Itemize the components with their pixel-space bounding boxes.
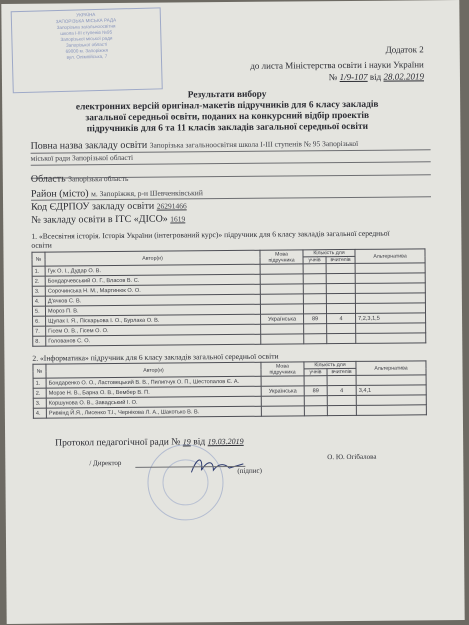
row-number: 1. bbox=[32, 266, 45, 276]
author-cell: Морзе Н. В., Барна О. В., Вембер В. П. bbox=[46, 386, 261, 398]
protocol-date: 19.03.2019 bbox=[207, 436, 244, 447]
section-1-title: 1. «Всесвітня історія. Історія України (інтегрований курс)» підручник для 6 класу закладів загальної середньої освіти bbox=[31, 228, 390, 250]
registration-stamp bbox=[11, 7, 163, 93]
row-number: 2. bbox=[33, 388, 46, 398]
teachers-count-cell bbox=[326, 263, 355, 273]
author-cell: Голованов С. О. bbox=[46, 334, 261, 346]
protocol-number: 19 bbox=[182, 437, 191, 447]
district-field: Район (місто) м. Запоріжжя, р-н Шевченківський bbox=[30, 188, 203, 200]
edrpou-field: Код ЄДРПОУ закладу освіти 26291466 bbox=[31, 200, 187, 213]
alternative-cell: 7,2,3,1,5 bbox=[356, 313, 426, 324]
students-count-cell bbox=[304, 324, 327, 334]
table-row bbox=[33, 405, 426, 418]
school-name-value-cont: міської ради Запорізької області bbox=[30, 152, 134, 163]
language-cell: Українська bbox=[261, 314, 304, 324]
row-number: 1. bbox=[33, 378, 46, 388]
language-cell bbox=[261, 406, 304, 416]
students-count-cell bbox=[304, 334, 327, 344]
region-field: Область Запорізька область bbox=[30, 173, 129, 185]
letter-reference-line: до листа Міністерства освіти і науки України bbox=[250, 59, 424, 71]
row-number: 7. bbox=[33, 326, 46, 336]
language-cell: Українська bbox=[261, 386, 304, 396]
students-count-cell bbox=[303, 294, 326, 304]
teachers-count-cell bbox=[327, 333, 356, 343]
protocol-line: Протокол педагогічної ради № 19 від 19.03.2019 bbox=[55, 436, 244, 449]
letter-date: 28.02.2019 bbox=[383, 71, 424, 82]
author-cell: Бондарчевський О. Г., Власов В. С. bbox=[45, 274, 260, 286]
students-count-cell bbox=[304, 396, 327, 406]
row-number: 3. bbox=[33, 398, 46, 408]
stamp-line: 69000 м. Запоріжжя bbox=[65, 47, 108, 54]
author-cell: Сорочинська Н. М., Мартинюк О. О. bbox=[45, 284, 260, 296]
students-count-cell bbox=[303, 284, 326, 294]
author-cell: Мороз П. В. bbox=[45, 304, 260, 316]
teachers-count-cell bbox=[326, 303, 355, 313]
language-cell bbox=[260, 264, 303, 274]
alternative-cell bbox=[356, 405, 426, 416]
row-number: 3. bbox=[32, 286, 45, 296]
alternative-cell bbox=[355, 273, 425, 284]
teachers-count-cell bbox=[327, 375, 356, 385]
director-name: О. Ю. Огібалова bbox=[327, 452, 377, 462]
author-cell: Гісем О. В., Гісем О. О. bbox=[46, 324, 261, 336]
author-cell: Щупак І. Я., Піскарьова І. О., Бурлака О. В. bbox=[46, 314, 261, 326]
section-2-table bbox=[32, 360, 426, 418]
alternative-cell bbox=[356, 333, 426, 344]
teachers-count-cell bbox=[326, 283, 355, 293]
language-cell bbox=[260, 274, 303, 284]
stamp-line: Запорізька загальноосвітня bbox=[56, 23, 116, 31]
school-name-value: Запорізька загальноосвітня школа І-ІІІ ступенів № 95 Запорізької bbox=[149, 138, 359, 150]
teachers-count-cell bbox=[326, 273, 355, 283]
alternative-cell bbox=[356, 375, 426, 386]
alternative-cell bbox=[356, 323, 426, 334]
section-2-title: 2. «Інформатика» підручник для 6 класу закладів загальної середньої освіти bbox=[32, 351, 279, 363]
document-page bbox=[1, 0, 464, 624]
letter-number-line: № 1/9-107 від 28.02.2019 bbox=[328, 71, 424, 83]
row-number: 5. bbox=[32, 306, 45, 316]
teachers-count-cell bbox=[327, 323, 356, 333]
district-value: м. Запоріжжя, р-н Шевченківський bbox=[91, 188, 203, 199]
alternative-cell bbox=[355, 303, 425, 314]
students-count-cell: 89 bbox=[304, 314, 327, 324]
row-number: 6. bbox=[33, 316, 46, 326]
row-number: 4. bbox=[33, 408, 46, 418]
signature-caption: (підпис) bbox=[237, 466, 262, 475]
school-name-field: Повна назва закладу освіти Запорізька загальноосвітня школа І-ІІІ ступенів № 95 Запорізької bbox=[30, 138, 359, 152]
appendix-label: Додаток 2 bbox=[385, 44, 424, 55]
stamp-line: УКРАЇНА bbox=[76, 12, 96, 18]
its-value: 1619 bbox=[170, 214, 186, 224]
row-number: 2. bbox=[32, 276, 45, 286]
teachers-count-cell: 4 bbox=[327, 385, 356, 395]
row-number: 4. bbox=[32, 296, 45, 306]
alternative-cell bbox=[355, 283, 425, 294]
document-title: Результати вибору електронних версій оригінал-макетів підручників для 6 класу закладів загальної середньої освіти, поданих на конкурсний відбір проектів підручників для 6 та 11 класів закладів загальної середньої освіти bbox=[75, 89, 379, 135]
alternative-cell bbox=[355, 263, 425, 274]
table-row bbox=[33, 333, 426, 346]
stamp-line: Запорізької міської ради bbox=[60, 35, 113, 42]
students-count-cell bbox=[303, 274, 326, 284]
teachers-count-cell bbox=[326, 293, 355, 303]
teachers-count-cell bbox=[327, 405, 356, 415]
teachers-count-cell: 4 bbox=[327, 313, 356, 323]
stamp-line: Запорізької області bbox=[65, 41, 108, 48]
language-cell bbox=[261, 376, 304, 386]
alternative-cell bbox=[355, 293, 425, 304]
author-cell: Коршунова О. В., Завадський І. О. bbox=[46, 396, 261, 408]
students-count-cell bbox=[304, 406, 327, 416]
stamp-line: школа I-III ступенів №95 bbox=[60, 29, 113, 36]
letter-number: 1/9-107 bbox=[339, 71, 368, 83]
language-cell bbox=[261, 334, 304, 344]
section-1-table bbox=[31, 248, 426, 346]
teachers-count-cell bbox=[327, 395, 356, 405]
stamp-line: ЗАПОРІЗЬКА МІСЬКА РАДА bbox=[55, 17, 117, 25]
table-header-row: № Автор(и) Мова підручника Кількість для Альтернатива bbox=[33, 361, 426, 371]
author-cell: Бондаренко О. О., Ластовецький В. В., Пилипчук О. П., Шестопалов Є. А. bbox=[46, 376, 261, 388]
edrpou-value: 26291466 bbox=[156, 201, 187, 211]
director-label: / Директор bbox=[89, 458, 122, 468]
letter-reference bbox=[250, 58, 424, 84]
language-cell bbox=[261, 396, 304, 406]
region-value: Запорізька область bbox=[68, 173, 129, 184]
author-cell: Д'ячков С. В. bbox=[45, 294, 260, 306]
its-field: № закладу освіти в ІТС «ДІСО» 1619 bbox=[31, 213, 186, 226]
row-number: 8. bbox=[33, 336, 46, 346]
table-subheader-row: учнів вчителів bbox=[32, 256, 425, 266]
language-cell bbox=[260, 284, 303, 294]
students-count-cell bbox=[303, 304, 326, 314]
stamp-line: вул. Олімпійська, 7 bbox=[66, 53, 108, 60]
alternative-cell bbox=[356, 395, 426, 406]
language-cell bbox=[260, 304, 303, 314]
students-count-cell bbox=[304, 376, 327, 386]
table-header-row: № Автор(и) Мова підручника Кількість для Альтернатива bbox=[32, 249, 425, 259]
author-cell: Гук О. І., Дудар О. В. bbox=[45, 264, 260, 276]
language-cell bbox=[260, 294, 303, 304]
students-count-cell bbox=[303, 264, 326, 274]
alternative-cell: 3,4,1 bbox=[356, 385, 426, 396]
students-count-cell: 89 bbox=[304, 386, 327, 396]
table-subheader-row: учнів вчителів bbox=[33, 368, 426, 378]
author-cell: Ривкінд Й.Я., Лисенко Т.І., Чернікова Л. А., Шакотько В. В. bbox=[46, 406, 261, 418]
language-cell bbox=[261, 324, 304, 334]
